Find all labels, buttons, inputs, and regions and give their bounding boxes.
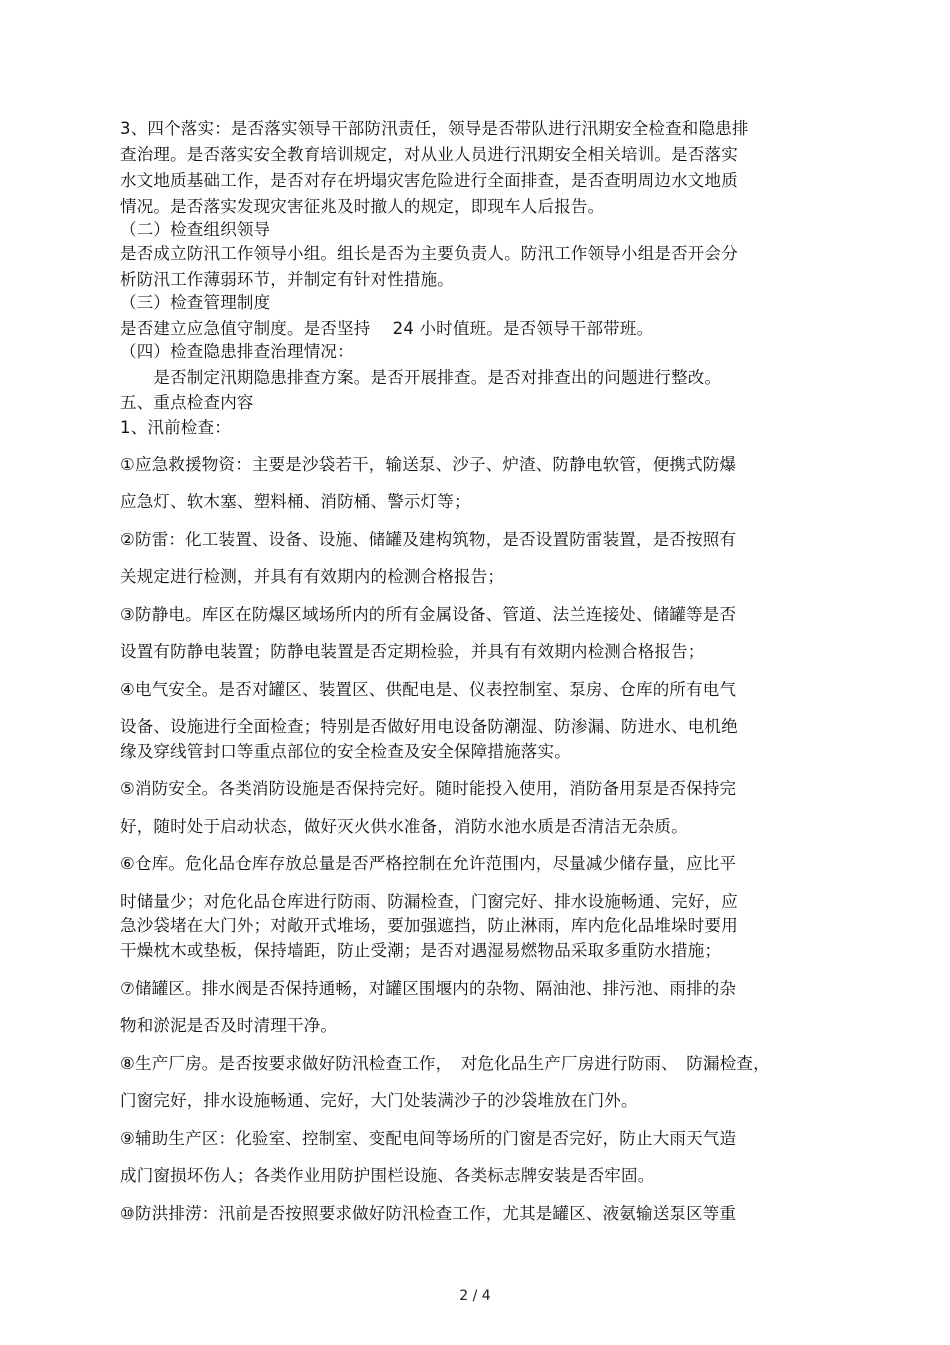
text-line: ⑨辅助生产区：化验室、控制室、变配电间等场所的门窗是否完好，防止大雨天气造: [120, 1129, 737, 1148]
section-heading: 1、汛前检查：: [120, 418, 231, 437]
text-line: ⑩防洪排涝：汛前是否按照要求做好防汛检查工作，尤其是罐区、液氨输送泵区等重: [120, 1204, 737, 1223]
text-line: ⑥仓库。危化品仓库存放总量是否严格控制在允许范围内，尽量减少储存量，应比平: [120, 854, 737, 873]
text-line: ②防雷：化工装置、设备、设施、储罐及建构筑物，是否设置防雷装置，是否按照有: [120, 530, 737, 549]
page-number: 2 / 4: [459, 1288, 491, 1304]
section-heading: 五、重点检查内容: [120, 393, 254, 412]
text-line: ①应急救援物资：主要是沙袋若干，输送泵、沙子、炉渣、防静电软管，便携式防爆: [120, 455, 737, 474]
text-line: 3、四个落实：是否落实领导干部防汛责任，领导是否带队进行汛期安全检查和隐患排: [120, 119, 749, 138]
text-line: 应急灯、软木塞、塑料桶、消防桶、警示灯等；: [120, 492, 471, 511]
text-line: 时储量少；对危化品仓库进行防雨、防漏检查，门窗完好、排水设施畅通、完好，应: [120, 892, 738, 911]
text-line: ④电气安全。是否对罐区、装置区、供配电是、仪表控制室、泵房、仓库的所有电气: [120, 680, 737, 699]
text-line: 急沙袋堵在大门外；对敞开式堆场，要加强遮挡，防止淋雨，库内危化品堆垛时要用: [120, 916, 738, 935]
text-line: 干燥枕木或垫板，保持墙距，防止受潮；是否对遇湿易燃物品采取多重防水措施；: [120, 941, 722, 960]
text-line: ⑤消防安全。各类消防设施是否保持完好。随时能投入使用，消防备用泵是否保持完: [120, 779, 737, 798]
text-line: 关规定进行检测，并具有有效期内的检测合格报告；: [120, 567, 505, 586]
section-heading: （四）检查隐患排查治理情况：: [120, 342, 354, 361]
text-line: 是否制定汛期隐患排查方案。是否开展排查。是否对排查出的问题进行整改。: [120, 368, 722, 387]
text-line: 析防汛工作薄弱环节，并制定有针对性措施。: [120, 270, 454, 289]
text-line: 设备、设施进行全面检查；特别是否做好用电设备防潮湿、防渗漏、防进水、电机绝: [120, 717, 738, 736]
text-line: 缘及穿线管封口等重点部位的安全检查及安全保障措施落实。: [120, 742, 571, 761]
text-line: 是否成立防汛工作领导小组。组长是否为主要负责人。防汛工作领导小组是否开会分: [120, 244, 738, 263]
text-line: 门窗完好，排水设施畅通、完好，大门处装满沙子的沙袋堆放在门外。: [120, 1091, 638, 1110]
text-line: 物和淤泥是否及时清理干净。: [120, 1016, 338, 1035]
text-line: ⑧生产厂房。是否按要求做好防汛检查工作， 对危化品生产厂房进行防雨、 防漏检查，: [120, 1054, 770, 1073]
text-line: 是否建立应急值守制度。是否坚持 24 小时值班。是否领导干部带班。: [120, 319, 654, 338]
section-heading: （二）检查组织领导: [120, 220, 271, 239]
text-line: 成门窗损坏伤人；各类作业用防护围栏设施、各类标志牌安装是否牢固。: [120, 1166, 655, 1185]
text-line: ⑦储罐区。排水阀是否保持通畅，对罐区围堰内的杂物、隔油池、排污池、雨排的杂: [120, 979, 737, 998]
text-line: 情况。是否落实发现灾害征兆及时撤人的规定，即现车人后报告。: [120, 197, 605, 216]
text-line: ③防静电。库区在防爆区域场所内的所有金属设备、管道、法兰连接处、储罐等是否: [120, 605, 737, 624]
section-heading: （三）检查管理制度: [120, 293, 271, 312]
text-line: 设置有防静电装置；防静电装置是否定期检验，并具有有效期内检测合格报告；: [120, 642, 705, 661]
text-line: 好，随时处于启动状态，做好灭火供水准备，消防水池水质是否清洁无杂质。: [120, 817, 688, 836]
text-line: 水文地质基础工作，是否对存在坍塌灾害危险进行全面排查，是否查明周边水文地质: [120, 171, 738, 190]
text-line: 查治理。是否落实安全教育培训规定，对从业人员进行汛期安全相关培训。是否落实: [120, 145, 738, 164]
